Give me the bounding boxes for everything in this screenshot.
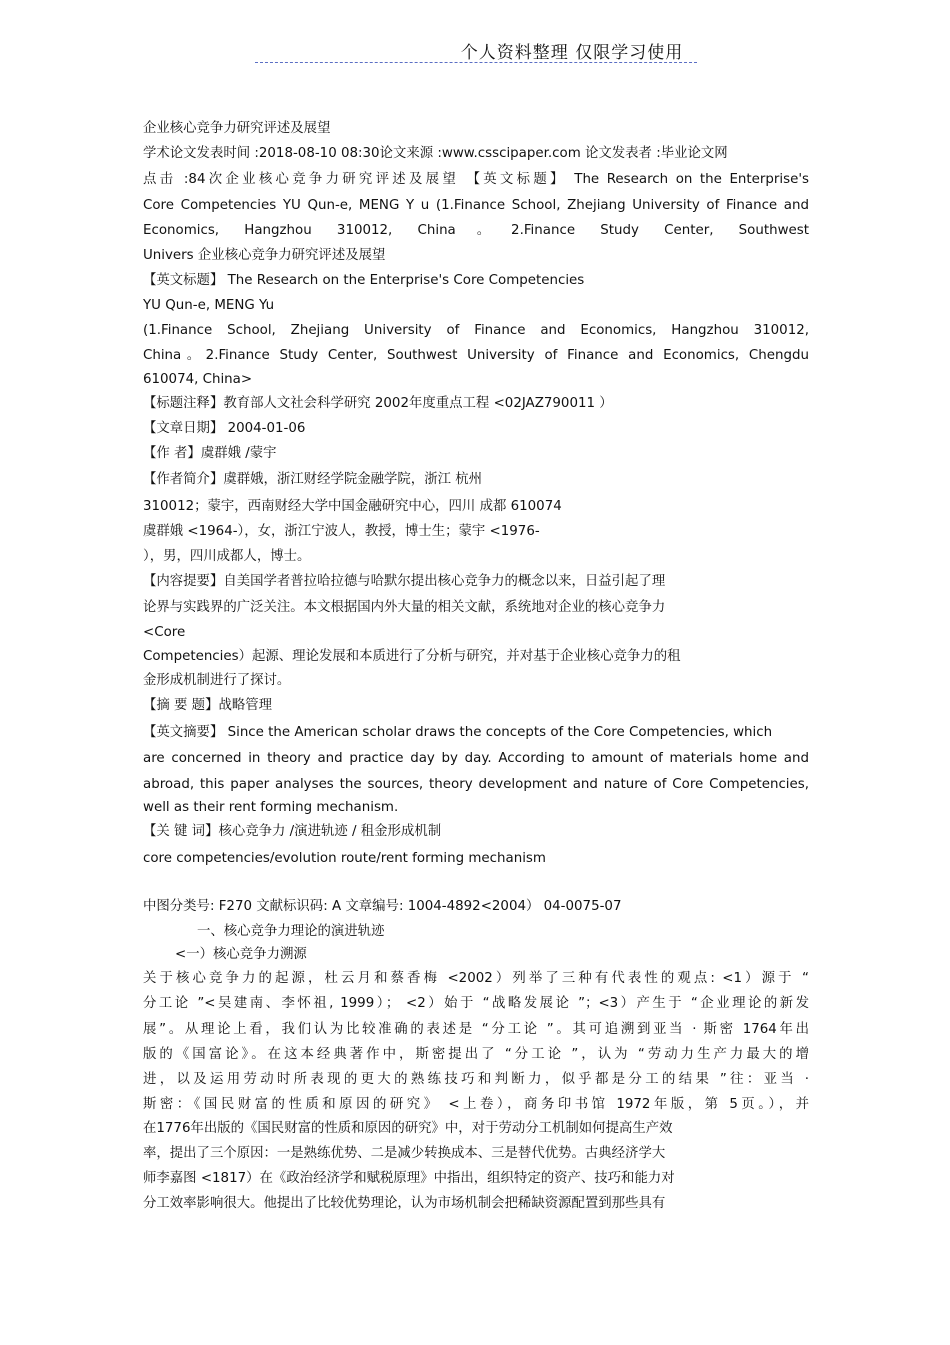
text-line: ），男，四川成都人，博士。 [143,549,311,564]
text-line: 虞群娥 <1964-），女，浙江宁波人，教授，博士生；蒙宇 <1976- [143,524,540,539]
text-line: Core Competencies YU Qun-e, MENG Y u (1.Finance School, Zhejiang University of Finance and [143,198,809,213]
text-line: 学术论文发表时间 :2018-08-10 08:30论文来源 :www.csscipaper.com 论文发表者 :毕业论文网 [143,146,728,161]
text-line: 【关 键 词】核心竞争力 /演进轨迹 / 租金形成机制 [143,824,442,839]
text-line: 在1776年出版的《国民财富的性质和原因的研究》中，对于劳动分工机制如何提高生产效 [143,1121,673,1136]
text-line: 展”。从理论上看，我们认为比较准确的表述是 “分工论 ”。其可追溯到亚当 · 斯密 1764年出 [143,1022,809,1037]
text-line: 一、核心竞争力理论的演进轨迹 [197,924,385,939]
text-line: <Core [143,625,186,640]
text-line: 【摘 要 题】战略管理 [143,698,273,713]
text-line: 【作 者】虞群娥 /蒙宇 [143,446,277,461]
text-line: 点击 :84次企业核心竞争力研究评述及展望 【英文标题】 The Research on the Enterprise's [143,172,809,187]
text-line: core competencies/evolution route/rent forming mechanism [143,851,546,866]
text-line: 【英文摘要】 Since the American scholar draws the concepts of the Core Competencies, which [143,725,773,740]
text-line: Univers 企业核心竞争力研究评述及展望 [143,248,386,263]
page-header [0,38,950,63]
text-line: 斯密：《国民财富的性质和原因的研究》 <上卷），商务印书馆 1972年版，第 5页。），并 [143,1097,809,1112]
text-line: 中图分类号: F270 文献标识码: A 文章编号: 1004-4892<2004） 04-0075-07 [143,899,622,914]
text-line: 【标题注释】教育部人文社会科学研究 2002年度重点工程 <02JAZ790011 ） [143,396,613,411]
header-text: 个人资料整理 仅限学习使用 [460,43,684,63]
text-line: Economics, Hangzhou 310012, China。2.Finance Study Center, Southwest [143,223,809,238]
text-line: 310012；蒙宇，西南财经大学中国金融研究中心，四川 成都 610074 [143,499,562,514]
text-line: China。2.Finance Study Center, Southwest University of Finance and Economics, Chengdu [143,348,809,363]
text-line: YU Qun-e, MENG Yu [143,298,275,313]
text-line: 【内容提要】自美国学者普拉哈拉德与哈默尔提出核心竞争力的概念以来，日益引起了理 [143,574,666,589]
text-line: 进，以及运用劳动时所表现的更大的熟练技巧和判断力，似乎都是分工的结果 ”往：亚当 · [143,1072,809,1087]
text-line: 金形成机制进行了探讨。 [143,673,291,688]
text-line: are concerned in theory and practice day by day. According to amount of materials home and [143,751,809,766]
text-line: Competencies）起源、理论发展和本质进行了分析与研究，并对基于企业核心竞争力的租 [143,649,681,664]
text-line: 【文章日期】 2004-01-06 [143,421,306,436]
text-line: 率，提出了三个原因：一是熟练优势、二是减少转换成本、三是替代优势。古典经济学大 [143,1146,666,1161]
text-line [143,871,809,894]
text-line: 论界与实践界的广泛关注。本文根据国内外大量的相关文献，系统地对企业的核心竞争力 [143,600,666,615]
text-line: abroad, this paper analyses the sources, theory development and nature of Core Competencies, [143,777,809,792]
text-line: 企业核心竞争力研究评述及展望 [143,121,331,136]
text-line: 分工效率影响很大。他提出了比较优势理论，认为市场机制会把稀缺资源配置到那些具有 [143,1196,666,1211]
header-divider [255,62,697,63]
text-line: 版的《国富论》。在这本经典著作中，斯密提出了 “分工论 ”，认为 “劳动力生产力最大的增 [143,1047,809,1062]
text-line: 分工论 ”<吴建南、李怀祖, 1999）； <2）始于 “战略发展论 ”；<3）产生于 “企业理论的新发 [143,996,809,1011]
text-line: well as their rent forming mechanism. [143,800,399,815]
text-line: 610074, China> [143,372,253,387]
text-line: (1.Finance School, Zhejiang University of Finance and Economics, Hangzhou 310012, [143,323,809,338]
text-line: 【作者简介】虞群娥，浙江财经学院金融学院，浙江 杭州 [143,472,483,487]
text-line: <一）核心竞争力溯源 [175,947,307,962]
text-line: 【英文标题】 The Research on the Enterprise's Core Competencies [143,273,585,288]
text-line: 师李嘉图 <1817）在《政治经济学和赋税原理》中指出，组织特定的资产、技巧和能力对 [143,1171,675,1186]
text-line: 关于核心竞争力的起源，杜云月和蔡香梅 <2002）列举了三种有代表性的观点: <1）源于 “ [143,971,809,986]
document-body [143,116,809,1216]
